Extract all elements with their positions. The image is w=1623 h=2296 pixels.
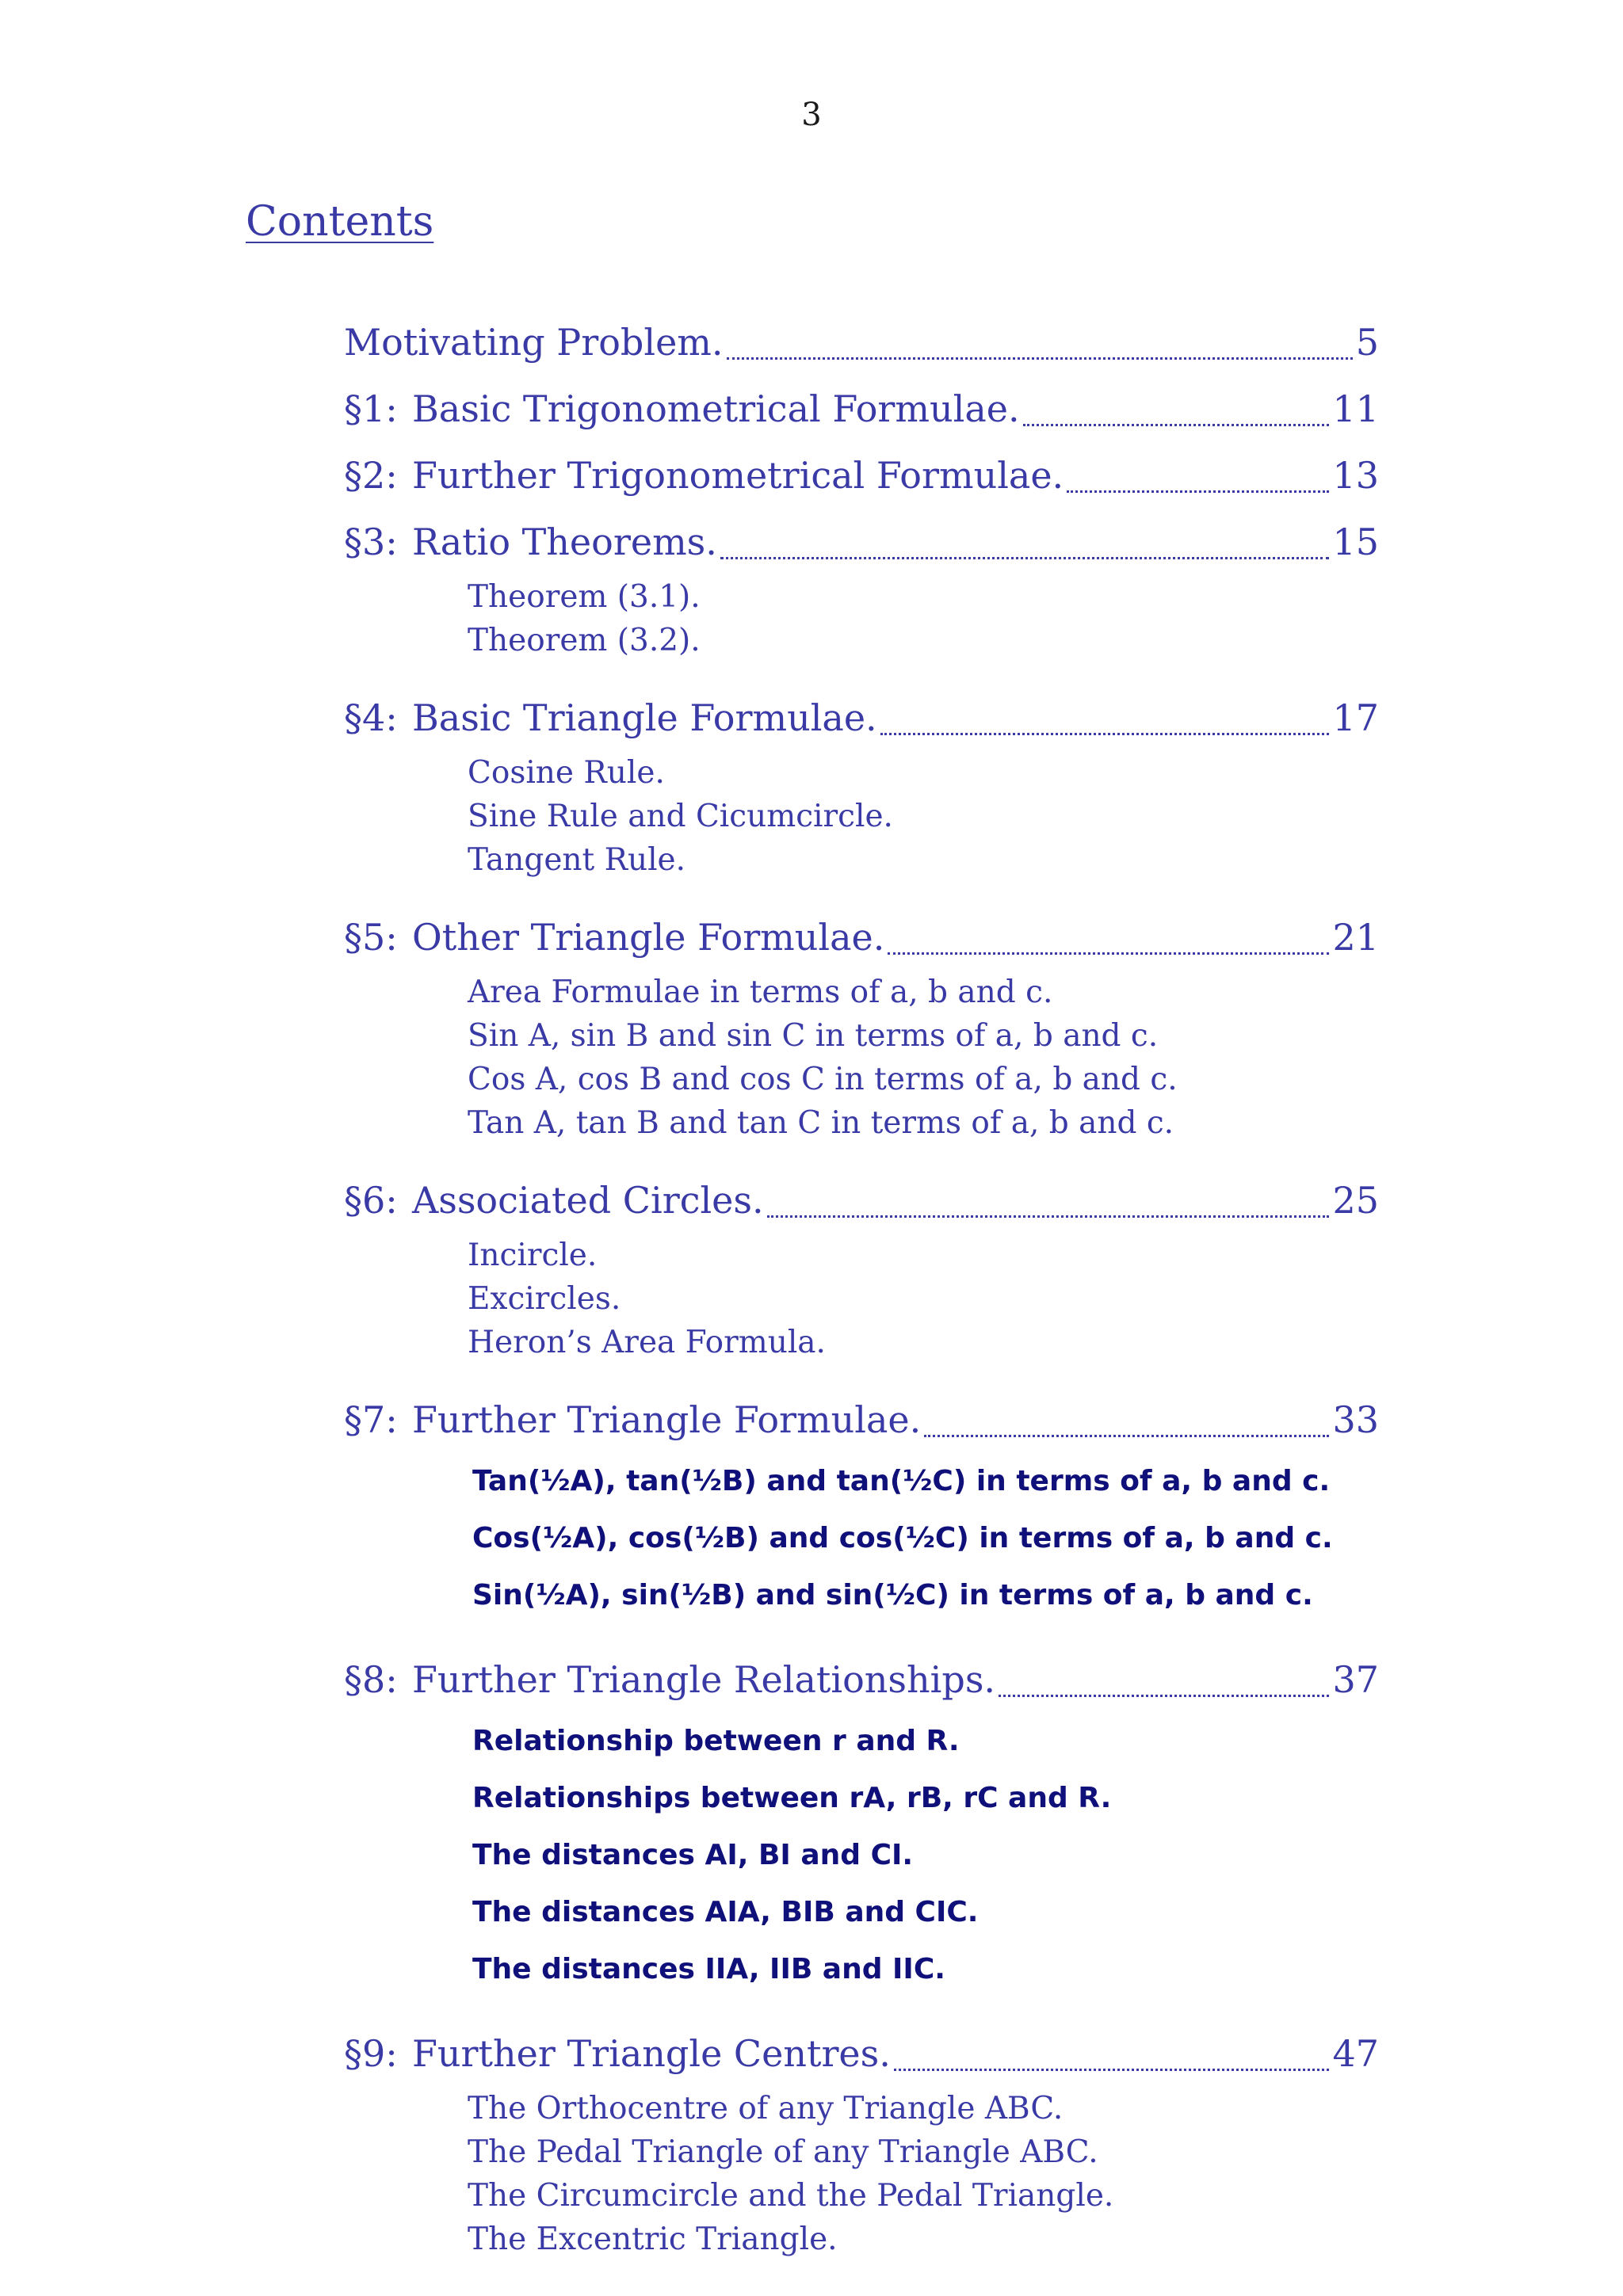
- toc-entry[interactable]: [344, 685, 1379, 751]
- dot-leader: [894, 2069, 1330, 2071]
- toc-subentry[interactable]: Tan A, tan B and tan C in terms of a, b and c.: [468, 1105, 1174, 1141]
- toc-subentry[interactable]: Relationships between rA, rB, rC and R.: [472, 1782, 1112, 1814]
- toc-entry-title: Associated Circles.: [412, 1179, 764, 1222]
- toc-entry-page: 5: [1355, 321, 1379, 364]
- toc-subentry[interactable]: Relationship between r and R.: [472, 1725, 960, 1757]
- toc-entry[interactable]: [344, 309, 1379, 376]
- toc-subentry[interactable]: Sine Rule and Cicumcircle.: [468, 799, 893, 834]
- section-number: §8:: [344, 1658, 398, 1701]
- toc-entry-title: Other Triangle Formulae.: [412, 916, 885, 959]
- toc-subentry[interactable]: Incircle.: [468, 1238, 598, 1273]
- toc-entry[interactable]: [344, 1646, 1379, 1713]
- toc-entry-page: 25: [1332, 1179, 1379, 1222]
- toc-entry-title: Further Trigonometrical Formulae.: [412, 454, 1064, 497]
- toc-entry-page: 37: [1332, 1658, 1379, 1701]
- toc-entry-title: Basic Triangle Formulae.: [412, 696, 877, 739]
- toc-subentry[interactable]: Heron’s Area Formula.: [468, 1325, 826, 1360]
- toc-subentry[interactable]: The distances IIA, IIB and IIC.: [472, 1953, 945, 1985]
- toc-entry-title: Further Triangle Centres.: [412, 2032, 891, 2075]
- dot-leader: [720, 557, 1330, 559]
- toc-subentry[interactable]: Sin(½A), sin(½B) and sin(½C) in terms of a, b and c.: [472, 1579, 1313, 1611]
- toc-subentry[interactable]: Cosine Rule.: [468, 755, 665, 791]
- section-number: §6:: [344, 1179, 398, 1222]
- page-number: 3: [801, 97, 822, 133]
- toc-entry[interactable]: [344, 509, 1379, 575]
- section-number: §5:: [344, 916, 398, 959]
- toc-entry[interactable]: [344, 1167, 1379, 1234]
- section-number: §3:: [344, 521, 398, 563]
- toc-subentry[interactable]: Area Formulae in terms of a, b and c.: [468, 974, 1053, 1010]
- toc-subentry[interactable]: Theorem (3.2).: [468, 623, 701, 658]
- dot-leader: [1023, 424, 1330, 426]
- toc-subentry[interactable]: Cos A, cos B and cos C in terms of a, b and c.: [468, 1062, 1178, 1097]
- toc-subentry[interactable]: The Pedal Triangle of any Triangle ABC.: [468, 2134, 1098, 2170]
- toc-subentry[interactable]: The distances AIA, BIB and CIC.: [472, 1896, 979, 1928]
- toc-subentry[interactable]: The Circumcircle and the Pedal Triangle.: [468, 2178, 1114, 2214]
- toc-entry-page: 11: [1332, 387, 1379, 430]
- toc-subentry[interactable]: The Excentric Triangle.: [468, 2222, 838, 2257]
- toc-entry[interactable]: [344, 376, 1379, 442]
- toc-subentry[interactable]: The Orthocentre of any Triangle ABC.: [468, 2091, 1064, 2126]
- toc-subentry[interactable]: Sin A, sin B and sin C in terms of a, b and c.: [468, 1018, 1159, 1054]
- toc-entry-title: Basic Trigonometrical Formulae.: [412, 387, 1020, 430]
- contents-heading: Contents: [246, 198, 434, 246]
- section-number: §1:: [344, 387, 398, 430]
- toc-subentry[interactable]: Excircles.: [468, 1281, 621, 1317]
- toc-entry[interactable]: [344, 1386, 1379, 1453]
- dot-leader: [767, 1215, 1330, 1218]
- dot-leader: [727, 357, 1353, 360]
- toc-entry-title: Further Triangle Formulae.: [412, 1398, 922, 1441]
- toc-entry[interactable]: [344, 442, 1379, 509]
- toc-entry-page: 33: [1332, 1398, 1379, 1441]
- toc-entry[interactable]: [344, 2020, 1379, 2087]
- toc-entry-page: 47: [1332, 2032, 1379, 2075]
- dot-leader: [999, 1695, 1329, 1697]
- table-of-contents: [344, 309, 1379, 2261]
- toc-subentry[interactable]: Cos(½A), cos(½B) and cos(½C) in terms of a, b and c.: [472, 1522, 1333, 1554]
- toc-entry-page: 21: [1332, 916, 1379, 959]
- toc-entry-page: 13: [1332, 454, 1379, 497]
- dot-leader: [1067, 490, 1329, 493]
- toc-subentry[interactable]: Tangent Rule.: [468, 842, 686, 878]
- toc-subentry[interactable]: Tan(½A), tan(½B) and tan(½C) in terms of a, b and c.: [472, 1465, 1331, 1497]
- section-number: §7:: [344, 1398, 398, 1441]
- section-number: §9:: [344, 2032, 398, 2075]
- section-number: §4:: [344, 696, 398, 739]
- dot-leader: [924, 1435, 1329, 1437]
- dot-leader: [880, 733, 1330, 735]
- toc-subentry[interactable]: The distances AI, BI and CI.: [472, 1839, 914, 1871]
- toc-entry-title: Ratio Theorems.: [412, 521, 717, 563]
- toc-entry-title: Further Triangle Relationships.: [412, 1658, 996, 1701]
- toc-entry-page: 15: [1332, 521, 1379, 563]
- section-number: §2:: [344, 454, 398, 497]
- toc-entry[interactable]: [344, 904, 1379, 971]
- toc-subentry[interactable]: Theorem (3.1).: [468, 579, 701, 615]
- toc-entry-page: 17: [1332, 696, 1379, 739]
- toc-entry-title: Motivating Problem.: [344, 321, 724, 364]
- dot-leader: [888, 952, 1329, 955]
